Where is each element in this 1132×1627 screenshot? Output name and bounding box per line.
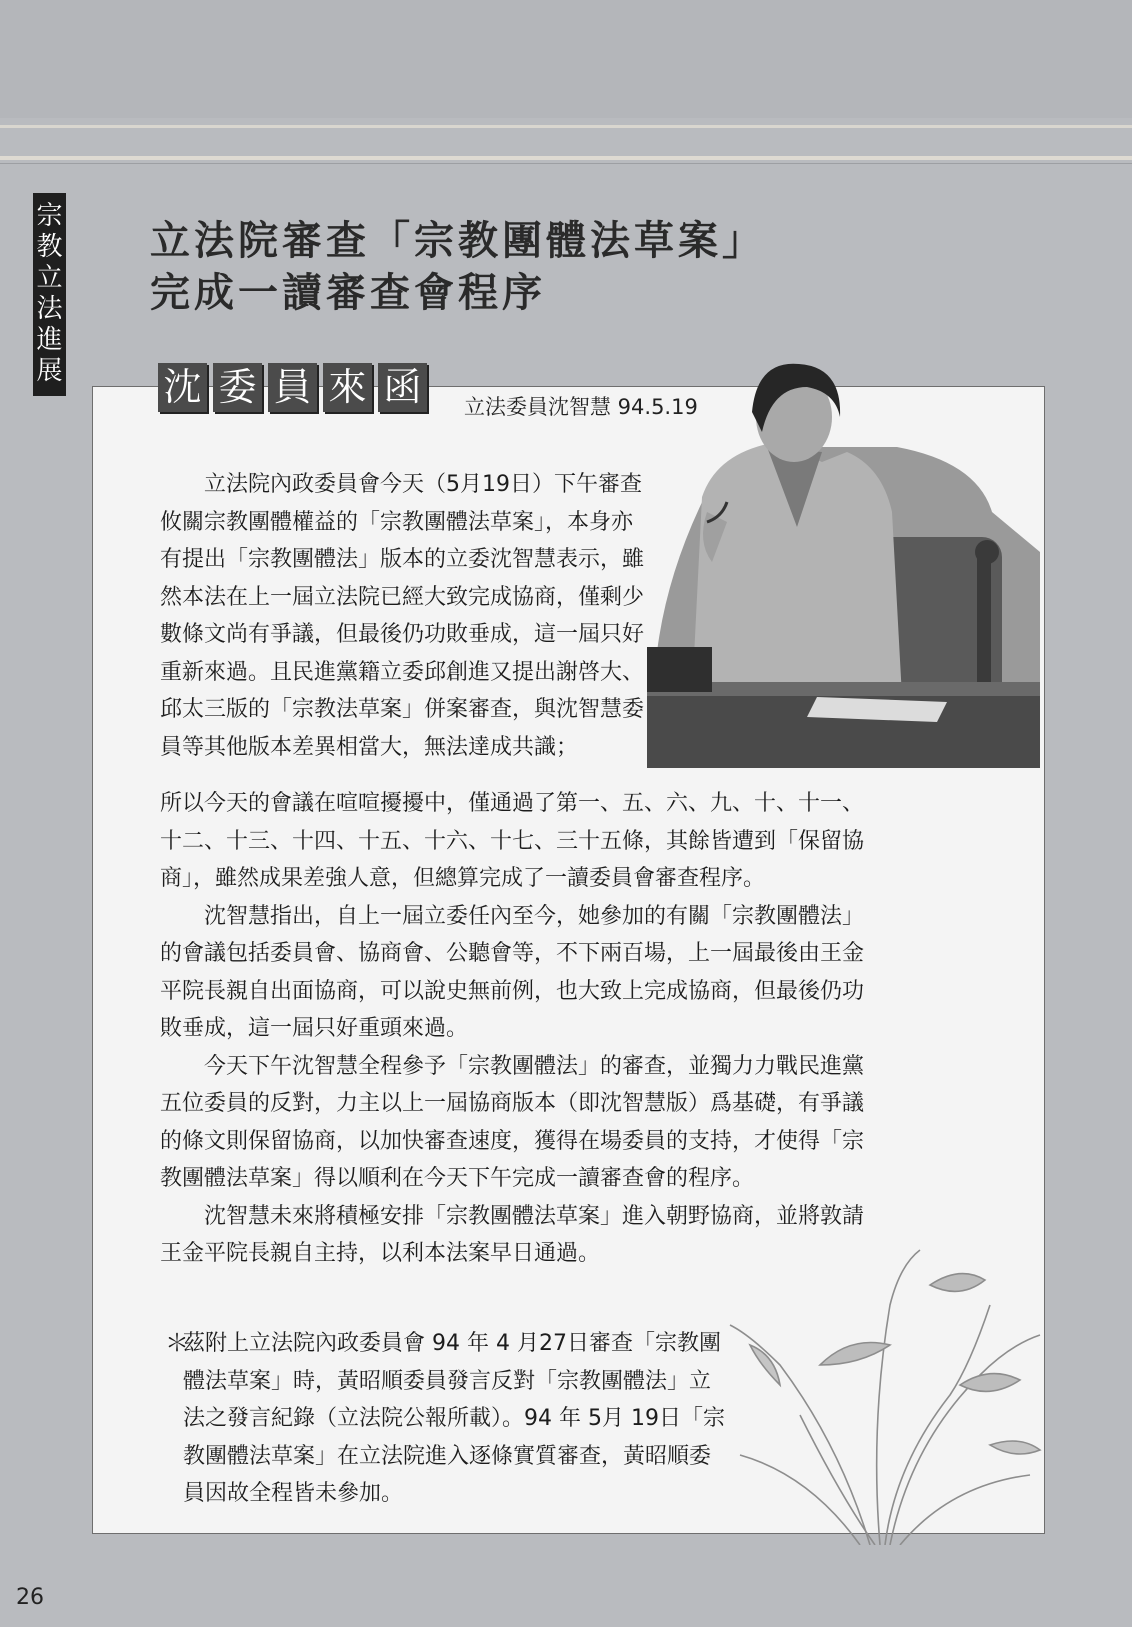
side-tab-char: 展 <box>36 356 63 386</box>
header-rule <box>0 125 1132 128</box>
legislator-photo <box>647 352 1040 768</box>
paragraph: 沈智慧未來將積極安排「宗教團體法草案」進入朝野協商，並將敦請王金平院長親自主持，以利本法案早日通過。 <box>160 1203 865 1266</box>
page-number: 26 <box>16 1585 44 1610</box>
letter-heading <box>158 363 427 412</box>
header-rule-double <box>0 156 1132 160</box>
side-tab-char: 法 <box>36 294 63 324</box>
header-band <box>0 0 1132 118</box>
title-line-2: 完成一讀審查會程序 <box>150 269 546 316</box>
paragraph: 所以今天的會議在喧喧擾擾中，僅通過了第一、五、六、九、十、十一、十二、十三、十四、十五、十六、十七、三十五條，其餘皆遭到「保留協商」，雖然成果差強人意，但總算完成了一讀委員會審查程序。 <box>160 791 865 891</box>
title-line-1: 立法院審查「宗教團體法草案」 <box>150 217 766 264</box>
letter-heading-char: 委 <box>213 363 262 412</box>
paragraph: 立法院內政委員會今天（5月19日）下午審查攸關宗教團體權益的「宗教團體法草案」，本身亦有提出「宗教團體法」版本的立委沈智慧表示，雖然本法在上一屆立法院已經大致完成協商，僅剩少數條文尚有爭議，但最後仍功敗垂成，這一屆只好重新來過。且民進黨籍立委邱創進又提出謝啓大、邱太三版的「宗教法草案」併案審查，與沈智慧委員等其他版本差異相當大，無法達成共識； <box>160 472 645 760</box>
side-tab-char: 立 <box>36 263 63 293</box>
body-wrap-column <box>160 466 645 766</box>
asterisk-icon: ＊ <box>165 1329 189 1357</box>
letter-heading-char: 函 <box>378 363 427 412</box>
side-tab-char: 進 <box>36 325 63 355</box>
side-tab-char: 宗 <box>36 201 63 231</box>
letter-heading-char: 員 <box>268 363 317 412</box>
header-rule-thin <box>0 163 1132 164</box>
letter-heading-char: 來 <box>323 363 372 412</box>
side-tab-char: 教 <box>36 232 63 262</box>
section-side-tab <box>33 193 66 396</box>
orchid-decoration-icon <box>720 1245 1050 1545</box>
footnote-text: 茲附上立法院內政委員會 94 年 4 月27日審查「宗教團體法草案」時，黃昭順委員發言反對「宗教團體法」立法之發言紀錄（立法院公報所載）。94 年 5月 19日「宗教團體法草案」在立法院進入逐條實質審查，黃昭順委員因故全程皆未參加。 <box>183 1331 725 1506</box>
article-title <box>150 215 766 319</box>
byline: 立法委員沈智慧 94.5.19 <box>464 395 698 419</box>
footnote <box>165 1325 725 1513</box>
letter-heading-char: 沈 <box>158 363 207 412</box>
paragraph: 沈智慧指出，自上一屆立委任內至今，她參加的有關「宗教團體法」的會議包括委員會、協商會、公聽會等，不下兩百場，上一屆最後由王金平院長親自出面協商，可以說史無前例，也大致上完成協商，但最後仍功敗垂成，這一屆只好重頭來過。 <box>160 903 865 1041</box>
paragraph: 今天下午沈智慧全程參予「宗教團體法」的審查，並獨力力戰民進黨五位委員的反對，力主以上一屆協商版本（即沈智慧版）爲基礎，有爭議的條文則保留協商，以加快審查速度，獲得在場委員的支持，才使得「宗教團體法草案」得以順利在今天下午完成一讀審查會的程序。 <box>160 1053 865 1191</box>
body-full-column <box>160 785 875 1273</box>
